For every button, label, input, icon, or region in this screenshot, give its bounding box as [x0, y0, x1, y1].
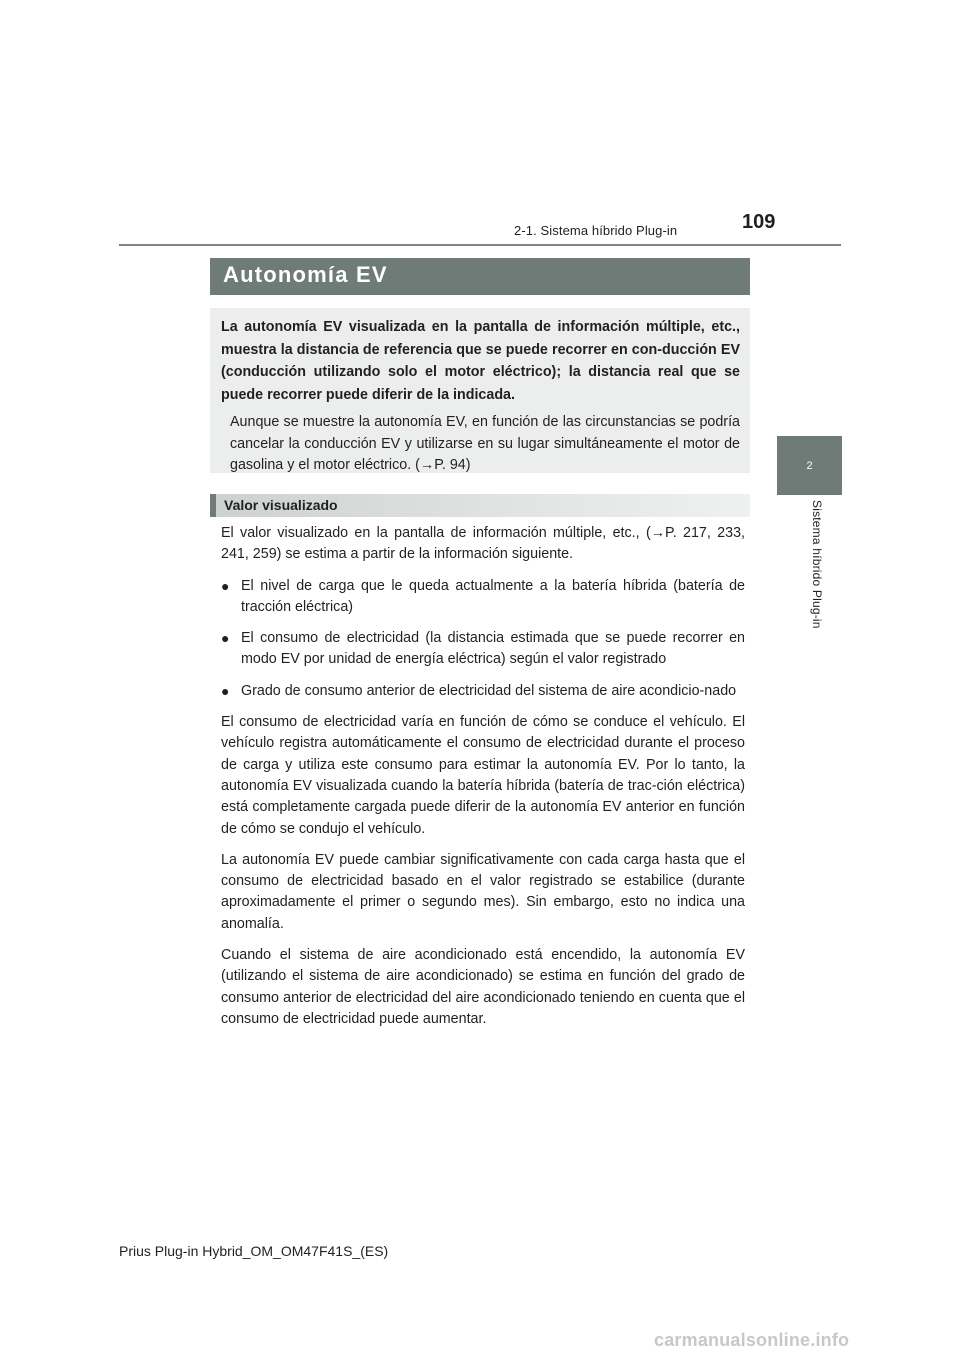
- body-intro-paragraph: El valor visualizado en la pantalla de información múltiple, etc., (→P. 217, 233, 241, 259) se estima a partir de la información siguiente.: [221, 525, 745, 563]
- chapter-tab-number: 2: [806, 459, 813, 472]
- intro-summary: La autonomía EV visualizada en la pantalla de información múltiple, etc., muestra la distancia de referencia que se puede recorrer en con-ducción EV (conducción utilizando solo el motor eléctrico); la distancia real que se puede recorrer puede diferir de la indicada.: [221, 319, 740, 403]
- footer-document-id: Prius Plug-in Hybrid_OM_OM47F41S_(ES): [119, 1243, 389, 1259]
- intro-box: [210, 308, 750, 473]
- chapter-side-label: Sistema híbrido Plug-in: [810, 500, 824, 629]
- list-item: [221, 628, 745, 671]
- body-paragraph: El consumo de electricidad varía en función de cómo se conduce el vehículo. El vehículo registra automáticamente el consumo de electricidad durante el proceso de carga y utiliza este consumo para estimar la autonomía EV. Por lo tanto, la autonomía EV visualizada cuando la batería híbrida (batería de trac-ción eléctrica) está completamente cargada puede diferir de la autonomía EV anterior en función de cómo se condujo el vehículo.: [221, 714, 745, 837]
- list-item: [221, 576, 745, 619]
- watermark: carmanualsonline.info: [654, 1330, 850, 1350]
- bullet-icon: ●: [221, 577, 230, 594]
- bullet-icon: ●: [221, 630, 230, 647]
- body-content: [221, 523, 745, 1040]
- intro-note: Aunque se muestre la autonomía EV, en función de las circunstancias se podría cancelar la conducción EV y utilizarse en su lugar simultáneamente el motor de gasolina y el motor eléctrico. (→P. 94): [230, 414, 740, 473]
- body-paragraph: Cuando el sistema de aire acondicionado está encendido, la autonomía EV (utilizando el sistema de aire acondicionado) se estima en función del grado de consumo anterior de electricidad del aire acondicionado teniendo en cuenta que el consumo de electricidad puede aumentar.: [221, 947, 745, 1027]
- subheading-valor-visualizado: Valor visualizado: [210, 494, 750, 517]
- page-number: 109: [742, 211, 776, 233]
- bullet-icon: ●: [221, 682, 230, 699]
- header-divider: [119, 244, 841, 246]
- bullet-text: El consumo de electricidad (la distancia estimada que se puede recorrer en modo EV por unidad de energía eléctrica) según el valor registrado: [241, 630, 745, 668]
- bullet-text: Grado de consumo anterior de electricidad del sistema de aire acondicio-nado: [241, 682, 737, 699]
- list-item: [221, 681, 745, 702]
- chapter-tab: [777, 436, 842, 495]
- header-section-title: 2-1. Sistema híbrido Plug-in: [514, 223, 678, 238]
- body-paragraph: La autonomía EV puede cambiar significativamente con cada carga hasta que el consumo de electricidad basado en el valor registrado se estabilice (durante aproximadamente el primer o segundo mes). Sin embargo, esto no indica una anomalía.: [221, 851, 745, 932]
- bullet-text: El nivel de carga que le queda actualmente a la batería híbrida (batería de tracción eléctrica): [241, 577, 745, 615]
- page-title: Autonomía EV: [210, 258, 750, 295]
